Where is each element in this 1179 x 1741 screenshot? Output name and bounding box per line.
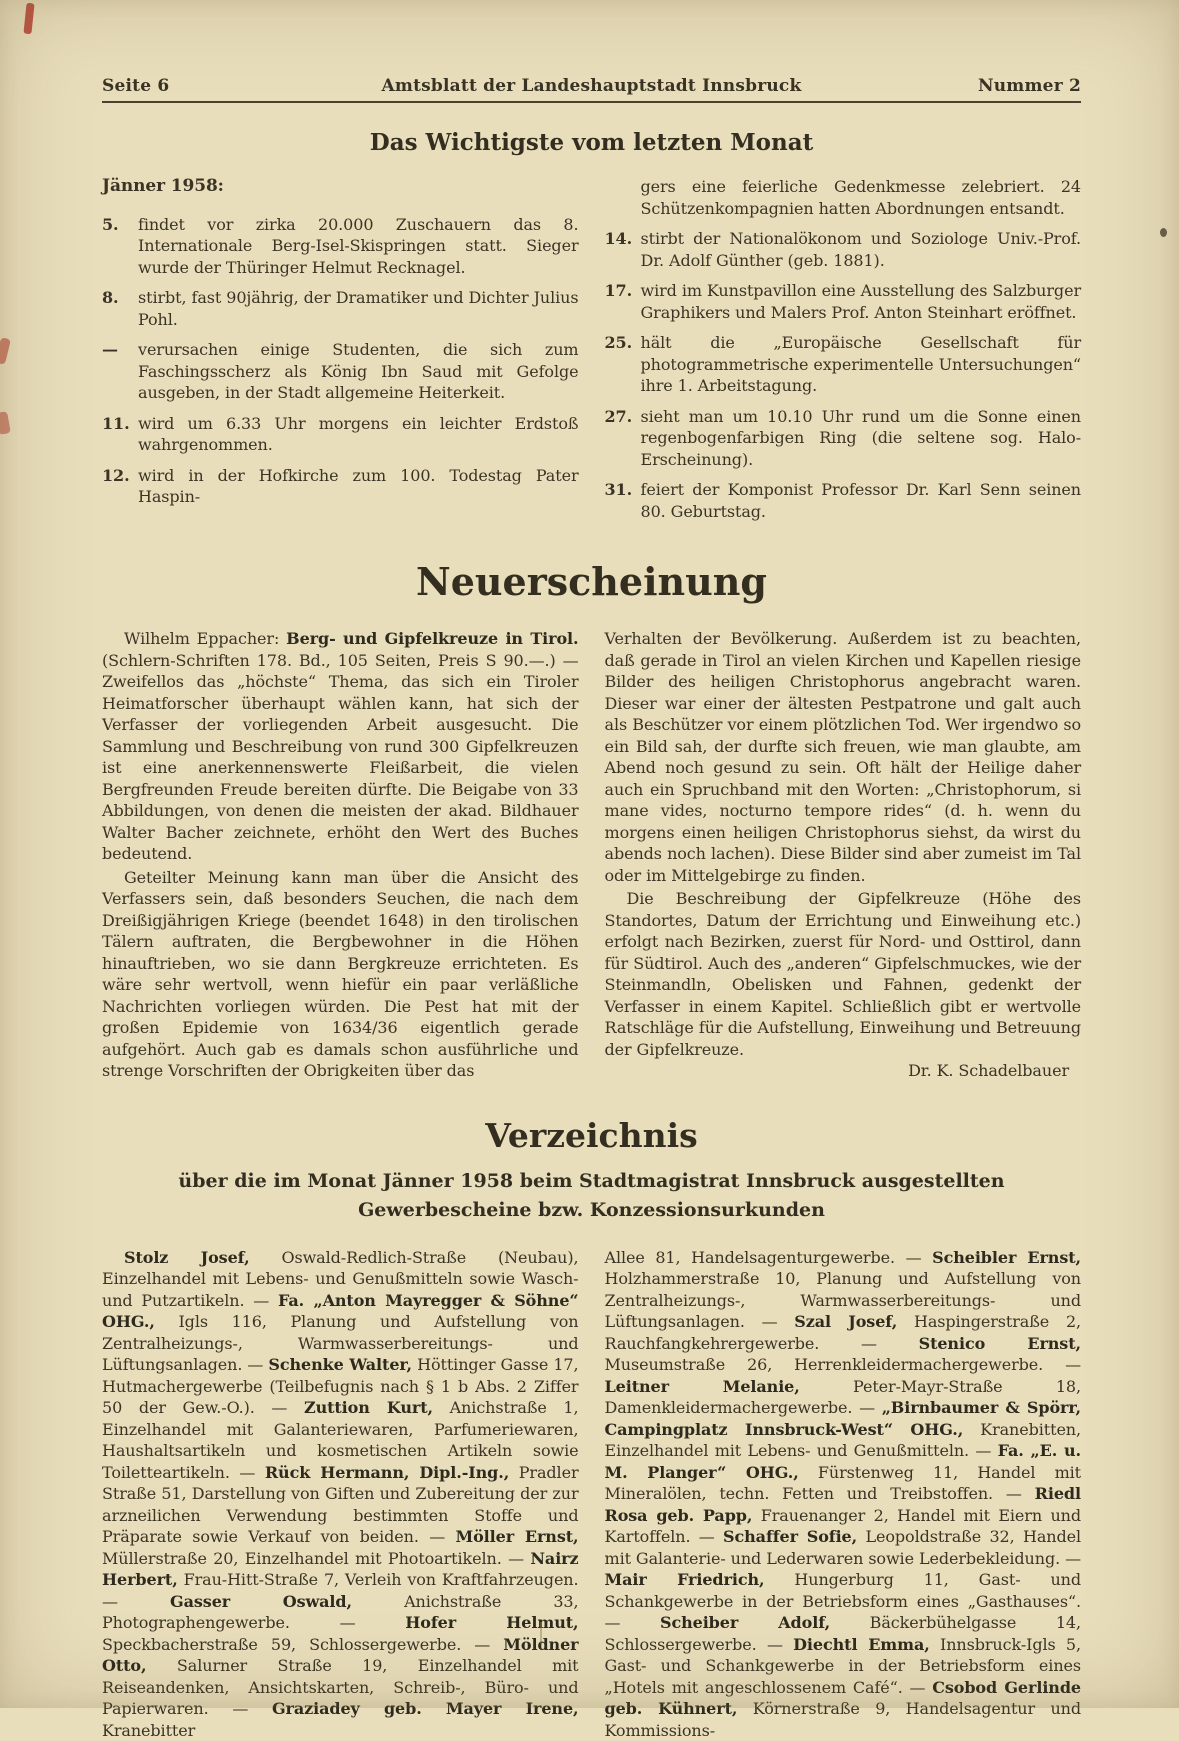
- entry-name: Fa. „Anton Mayregger & Söhne“ OHG.,: [102, 1291, 579, 1332]
- entry-name: Leitner Melanie,: [605, 1377, 800, 1396]
- column-left: [102, 628, 579, 1082]
- section-subtitle-line2: Gewerbescheine bzw. Konzessionsurkunden: [102, 1196, 1081, 1225]
- section-title: Das Wichtigste vom letzten Monat: [102, 129, 1081, 156]
- entry-detail: Haspingerstraße 2, Rauchfangkehrergewerbe. —: [605, 1312, 1082, 1353]
- item-text: hält die „Europäische Gesellschaft für photogrammetrische experimentelle Untersuchungen“ ihre 1. Arbeitstagung.: [641, 332, 1082, 397]
- section-title: Neuerscheinung: [102, 559, 1081, 604]
- date-heading: Jänner 1958:: [102, 176, 579, 198]
- list-item: [102, 339, 579, 404]
- entry-detail: Bäckerbühelgasse 14, Schlossergewerbe. —: [605, 1613, 1082, 1654]
- item-number: 14.: [605, 228, 641, 271]
- item-text: wird in der Hofkirche zum 100. Todestag Pater Haspin-: [138, 465, 579, 508]
- entry-detail: Innsbruck-Igls 5, Gast- und Schankgewerbe in der Betriebsform eines „Hotels mit angeschlossenem Café“. —: [605, 1635, 1082, 1697]
- list-item: [605, 280, 1082, 323]
- entry-detail: Hungerburg 11, Gast- und Schankgewerbe in der Betriebsform eines „Gasthauses“. —: [605, 1570, 1082, 1632]
- entry-detail: Salurner Straße 19, Einzelhandel mit Reiseandenken, Ansichtskarten, Schreib-, Büro- und Papierwaren. —: [102, 1656, 579, 1718]
- entry-detail: Speckbacherstraße 59, Schlossergewerbe. —: [102, 1635, 503, 1654]
- entry-detail: Höttinger Gasse 17, Hutmachergewerbe (Teilbefugnis nach § 1 b Abs. 2 Ziffer 50 der Gew.-O.). —: [102, 1355, 579, 1417]
- list-item: [102, 214, 579, 279]
- item-text: verursachen einige Studenten, die sich zum Faschingsscherz als König Ibn Saud mit Gefolge ausgeben, in der Stadt allgemeine Heiterkeit.: [138, 339, 579, 404]
- author-signature: Dr. K. Schadelbauer: [605, 1060, 1082, 1082]
- entry-name: Hofer Helmut,: [405, 1613, 578, 1632]
- review-intro: Wilhelm Eppacher:: [124, 629, 286, 648]
- column-left: [102, 1247, 579, 1741]
- section-trade-register: [102, 1116, 1081, 1741]
- entry-name: Stolz Josef,: [124, 1248, 250, 1267]
- review-paragraph: Die Beschreibung der Gipfelkreuze (Höhe des Standortes, Datum der Errichtung und Einweihung etc.) erfolgt nach Bezirken, zuerst für Nord- und Osttirol, dann für Südtirol. Auch des „anderen“ Gipfelschmuckes, wie der Steinmandln, Obelisken und Fahnen, gedenkt der Verfasser in einem Kapitel. Schließlich gibt er wertvolle Ratschläge für die Aufstellung, Einweihung und Betreuung der Gipfelkreuze.: [605, 888, 1082, 1060]
- column-left: [102, 176, 579, 531]
- item-number: 31.: [605, 479, 641, 522]
- item-number: 17.: [605, 280, 641, 323]
- journal-title: Amtsblatt der Landeshauptstadt Innsbruck: [272, 76, 911, 96]
- entry-name: Zuttion Kurt,: [304, 1398, 433, 1417]
- entry-detail: Fürstenweg 11, Handel mit Mineralölen, techn. Fetten und Treibstoffen. —: [605, 1463, 1082, 1504]
- entry-detail: Peter-Mayr-Straße 18, Damenkleidermachergewerbe. —: [605, 1377, 1082, 1418]
- entry-detail: Leopoldstraße 32, Handel mit Galanterie- und Lederwaren sowie Lederbekleidung. —: [605, 1527, 1082, 1568]
- entry-detail: Anichstraße 1, Einzelhandel mit Galanteriewaren, Parfumeriewaren, Haushaltsartikeln und kosmetischen Artikeln sowie Toiletteartikeln. —: [102, 1398, 579, 1482]
- item-number: 8.: [102, 287, 138, 330]
- issue-number: Nummer 2: [911, 76, 1081, 96]
- list-item: [605, 228, 1082, 271]
- entry-name: „Birnbaumer & Spörr, Campingplatz Innsbruck-West“ OHG.,: [605, 1398, 1081, 1439]
- item-number: 27.: [605, 406, 641, 471]
- entry-name: Mair Friedrich,: [605, 1570, 765, 1589]
- item-text: stirbt, fast 90jährig, der Dramatiker und Dichter Julius Pohl.: [138, 287, 579, 330]
- entry-name: Stenico Ernst,: [919, 1334, 1081, 1353]
- entry-name: Fa. „E. u. M. Planger“ OHG.,: [605, 1441, 1081, 1482]
- entry-name: Schaffer Sofie,: [723, 1527, 857, 1546]
- entry-detail: Anichstraße 33, Photographengewerbe. —: [102, 1592, 579, 1633]
- entry-name: Möldner Otto,: [102, 1635, 579, 1676]
- item-number: 12.: [102, 465, 138, 508]
- page-number: Seite 6: [102, 76, 272, 96]
- entry-detail: Müllerstraße 20, Einzelhandel mit Photoartikeln. —: [102, 1549, 530, 1568]
- column-right: [605, 628, 1082, 1082]
- entry-detail: Kranebitten, Einzelhandel mit Lebens- und Genußmitteln. —: [605, 1420, 1082, 1461]
- review-body: (Schlern-Schriften 178. Bd., 105 Seiten, Preis S 90.—.) — Zweifellos das „höchste“ Thema, das sich ein Tiroler Heimatforscher überhaupt wählen kann, hat sich der Verfasser der vorliegenden Arbeit ausgesucht. Die Sammlung und Beschreibung von rund 300 Gipfelkreuzen ist eine anerkennenswerte Fleißarbeit, die vielen Bergfreunden Freude bereiten dürfte. Die Beigabe von 33 Abbildungen, von denen die meisten der akad. Bildhauer Walter Bacher zeichnete, erhöht den Wert des Buches bedeutend.: [102, 651, 579, 864]
- entry-detail: Holzhammerstraße 10, Planung und Aufstellung von Zentralheizungs-, Warmwasserbereitungs- und Lüftungsanlagen. —: [605, 1269, 1082, 1331]
- book-title: Berg- und Gipfelkreuze in Tirol.: [286, 629, 578, 648]
- entry-detail: Frau-Hitt-Straße 7, Verleih von Kraftfahrzeugen. —: [102, 1570, 579, 1611]
- entry-detail: Pradler Straße 51, Darstellung von Giften und Zubereitung der zur arzneilichen Verwendung bestimmten Stoffe und Präparate sowie Verkauf von beiden. —: [102, 1463, 579, 1547]
- list-item: [102, 413, 579, 456]
- list-item: [605, 332, 1082, 397]
- entry-detail: Oswald-Redlich-Straße (Neubau), Einzelhandel mit Lebens- und Genußmitteln sowie Wasch- und Putzartikeln. —: [102, 1248, 579, 1310]
- list-item: [605, 406, 1082, 471]
- item-number: 25.: [605, 332, 641, 397]
- item-text: stirbt der Nationalökonom und Soziologe Univ.-Prof. Dr. Adolf Günther (geb. 1881).: [641, 228, 1082, 271]
- entry-name: Szal Josef,: [794, 1312, 897, 1331]
- section-monthly-highlights: [102, 129, 1081, 531]
- section-title: Verzeichnis: [102, 1116, 1081, 1155]
- header-rule: [102, 101, 1081, 103]
- entry-name: Scheibler Ernst,: [932, 1248, 1081, 1267]
- entry-name: Gasser Oswald,: [170, 1592, 352, 1611]
- item-text: wird im Kunstpavillon eine Ausstellung des Salzburger Graphikers und Malers Prof. Anton Steinhart eröffnet.: [641, 280, 1082, 323]
- list-item: [605, 479, 1082, 522]
- item-text: feiert der Komponist Professor Dr. Karl Senn seinen 80. Geburtstag.: [641, 479, 1082, 522]
- item-text: findet vor zirka 20.000 Zuschauern das 8. Internationale Berg-Isel-Skispringen statt. Sieger wurde der Thüringer Helmut Recknagel.: [138, 214, 579, 279]
- column-right: [605, 1247, 1082, 1741]
- item-number: 5.: [102, 214, 138, 279]
- entry-name: Graziadey geb. Mayer Irene,: [272, 1699, 579, 1718]
- register-listing: [102, 1247, 579, 1741]
- entry-name: Rück Hermann, Dipl.-Ing.,: [265, 1463, 509, 1482]
- review-paragraph: Verhalten der Bevölkerung. Außerdem ist zu beachten, daß gerade in Tirol an vielen Kirchen und Kapellen riesige Bilder des heiligen Christophorus angebracht waren. Dieser war einer der ältesten Pestpatrone und galt auch als Beschützer vor einem plötzlichen Tod. Wer irgendwo so ein Bild sah, der durfte sich freuen, wie man glaubte, am Abend noch gesund zu sein. Oft hält der Heilige daher auch ein Spruchband mit den Worten: „Christophorum, si mane vides, nocturno tempore rides“ (d. h. wenn du morgens einen heiligen Christophorus siehst, da wirst du abends noch lachen). Diese Bilder sind aber zumeist im Tal oder im Mittelgebirge zu finden.: [605, 628, 1082, 886]
- entry-name: Möller Ernst,: [455, 1527, 578, 1546]
- column-right: [605, 176, 1082, 531]
- section-subtitle-line1: über die im Monat Jänner 1958 beim Stadtmagistrat Innsbruck ausgestellten: [102, 1167, 1081, 1196]
- entry-name: Schenke Walter,: [268, 1355, 412, 1374]
- entry-name: Nairz Herbert,: [102, 1549, 579, 1590]
- list-item: [102, 287, 579, 330]
- list-item: [102, 465, 579, 508]
- review-paragraph: Geteilter Meinung kann man über die Ansicht des Verfassers sein, daß besonders Seuchen, die nach dem Dreißigjährigen Kriege (beendet 1648) in den tirolischen Tälern auftraten, die Bergbewohner in die Höhen hinauftrieben, wo sie dann Bergkreuze errichteten. Es wäre sehr wertvoll, wenn hiefür ein paar verläßliche Nachrichten vorliegen würden. Die Pest hat mit der großen Epidemie von 1634/36 eigentlich gerade aufgehört. Auch gab es damals schon ausführliche und strenge Vorschriften der Obrigkeiten über das: [102, 867, 579, 1082]
- item-number: 11.: [102, 413, 138, 456]
- entry-name: Scheiber Adolf,: [660, 1613, 830, 1632]
- entry-name: Csobod Gerlinde geb. Kühnert,: [605, 1678, 1082, 1719]
- section-new-publication: [102, 559, 1081, 1082]
- entry-detail: Frauenanger 2, Handel mit Eiern und Kartoffeln. —: [605, 1506, 1082, 1547]
- register-listing: [605, 1247, 1082, 1741]
- entry-detail: Körnerstraße 9, Handelsagentur und Kommissions-: [605, 1699, 1082, 1740]
- entry-detail: Kranebitter: [102, 1721, 195, 1740]
- continuation-text: gers eine feierliche Gedenkmesse zelebriert. 24 Schützenkompagnien hatten Abordnungen entsandt.: [641, 176, 1082, 219]
- entry-detail: Museumstraße 26, Herrenkleidermachergewerbe. —: [605, 1355, 1082, 1374]
- item-text: wird um 6.33 Uhr morgens ein leichter Erdstoß wahrgenommen.: [138, 413, 579, 456]
- entry-name: Riedl Rosa geb. Papp,: [605, 1484, 1082, 1525]
- continuation-text: Allee 81, Handelsagenturgewerbe. —: [605, 1248, 933, 1267]
- item-number: —: [102, 339, 138, 404]
- page-header: [102, 76, 1081, 96]
- review-paragraph: [102, 628, 579, 865]
- entry-name: Diechtl Emma,: [793, 1635, 930, 1654]
- item-text: sieht man um 10.10 Uhr rund um die Sonne einen regenbogenfarbigen Ring (die seltene sog. Halo-Erscheinung).: [641, 406, 1082, 471]
- entry-detail: Igls 116, Planung und Aufstellung von Zentralheizungs-, Warmwasserbereitungs- und Lüftungsanlagen. —: [102, 1312, 579, 1374]
